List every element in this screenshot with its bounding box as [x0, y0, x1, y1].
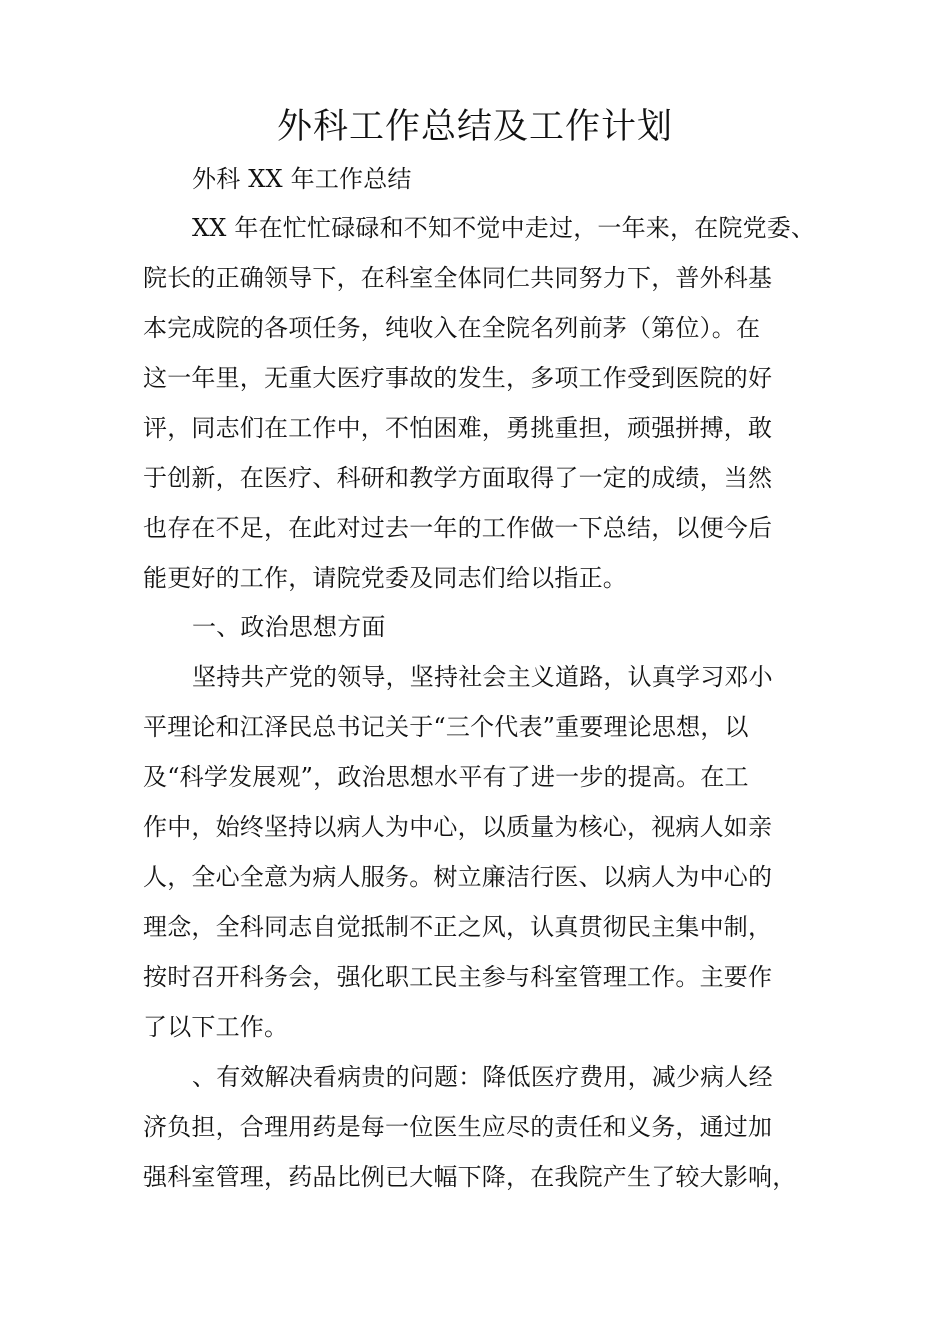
paragraph-line: 济负担，合理用药是每一位医生应尽的责任和义务，通过加: [143, 1113, 773, 1141]
paragraph-line: 人，全心全意为病人服务。树立廉洁行医、以病人为中心的: [143, 863, 773, 891]
paragraph-line: 及“科学发展观”，政治思想水平有了进一步的提高。在工: [143, 763, 749, 791]
paragraph-line: 这一年里，无重大医疗事故的发生，多项工作受到医院的好: [143, 364, 773, 392]
paragraph-line: 于创新，在医疗、科研和教学方面取得了一定的成绩，当然: [143, 464, 773, 492]
paragraph-line: 作中，始终坚持以病人为中心，以质量为核心，视病人如亲: [143, 813, 773, 841]
paragraph-line: 院长的正确领导下，在科室全体同仁共同努力下，普外科基: [143, 264, 773, 292]
paragraph-line: 评，同志们在工作中，不怕困难，勇挑重担，顽强拼搏，敢: [143, 414, 773, 442]
paragraph-line: 平理论和江泽民总书记关于“三个代表”重要理论思想，以: [143, 713, 749, 741]
paragraph-line: 能更好的工作，请院党委及同志们给以指正。: [143, 564, 627, 592]
paragraph-line: 、有效解决看病贵的问题：降低医疗费用，减少病人经: [192, 1063, 773, 1091]
paragraph-line: 坚持共产党的领导，坚持社会主义道路，认真学习邓小: [192, 663, 773, 691]
section-heading-political: 一、政治思想方面: [192, 613, 386, 641]
paragraph-line: XX 年在忙忙碌碌和不知不觉中走过，一年来，在院党委、: [192, 214, 816, 242]
paragraph-line: 本完成院的各项任务，纯收入在全院名列前茅（第位）。在: [143, 314, 761, 342]
paragraph-line: 也存在不足，在此对过去一年的工作做一下总结，以便今后: [143, 514, 773, 542]
section-heading-summary: 外科 XX 年工作总结: [192, 165, 412, 193]
paragraph-line: 理念，全科同志自觉抵制不正之风，认真贯彻民主集中制，: [143, 913, 773, 941]
paragraph-line: 强科室管理，药品比例已大幅下降，在我院产生了较大影响，: [143, 1163, 797, 1191]
paragraph-line: 了以下工作。: [143, 1013, 289, 1041]
paragraph-line: 按时召开科务会，强化职工民主参与科室管理工作。主要作: [143, 963, 773, 991]
document-title: 外科工作总结及工作计划: [276, 107, 673, 147]
